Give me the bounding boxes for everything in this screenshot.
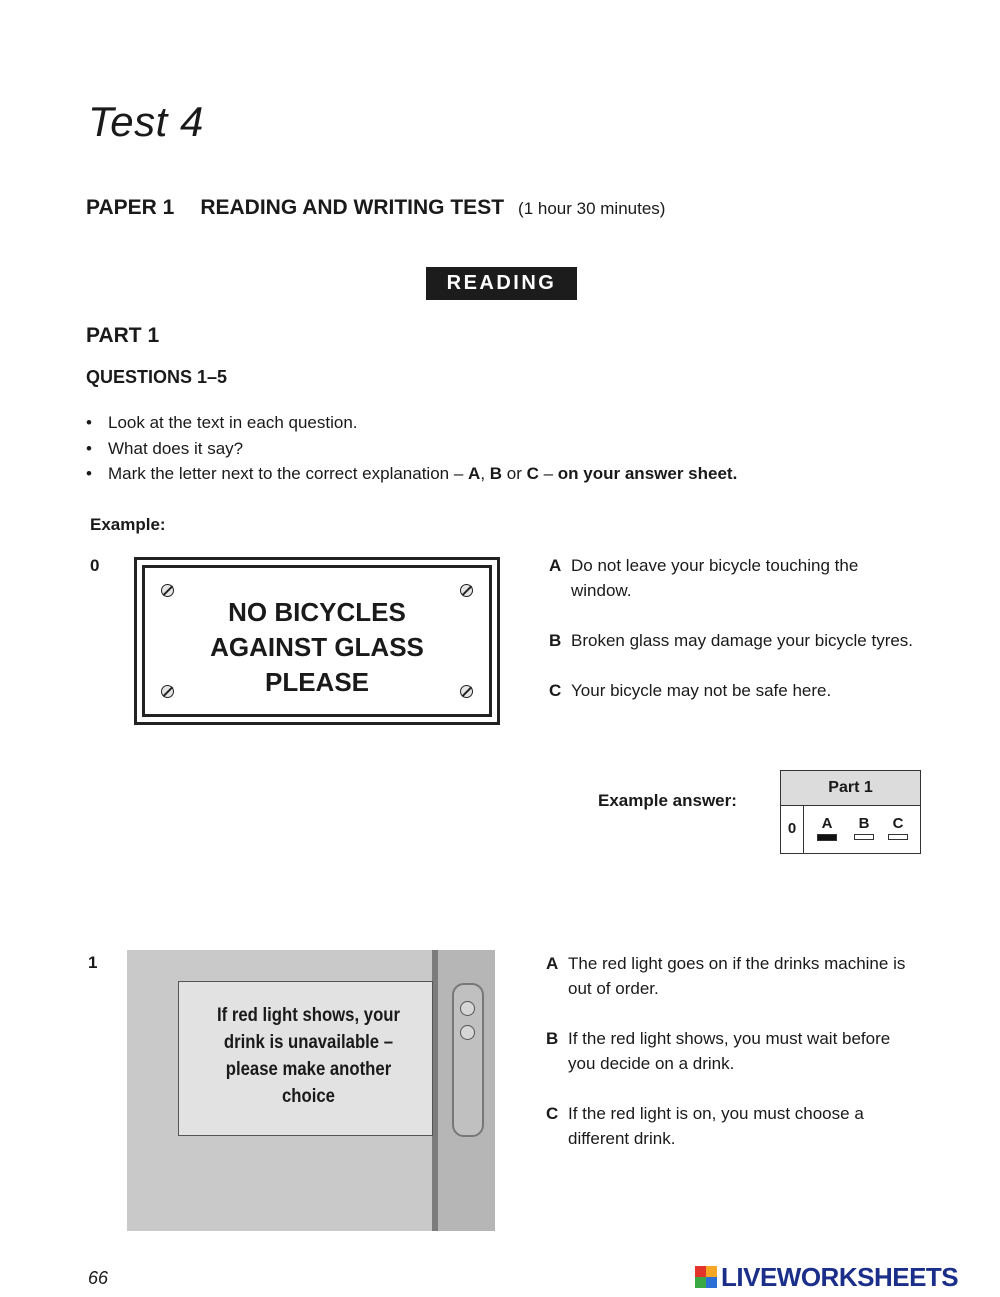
brand-watermark[interactable] <box>695 1262 958 1292</box>
paper-name: READING AND WRITING TEST <box>200 196 505 219</box>
option-letter: A <box>546 954 559 973</box>
drinks-machine-photo <box>127 950 495 1231</box>
questions-title: QUESTIONS 1–5 <box>86 367 228 387</box>
machine-notice <box>178 981 433 1136</box>
sign-line: PLEASE <box>264 667 370 697</box>
instruction-item: • What does it say? <box>86 436 737 462</box>
instruction-text: Mark the letter next to the correct explanation – <box>108 464 469 483</box>
answer-choice-c <box>887 815 909 840</box>
brand-name: LIVEWORKSHEETS <box>721 1261 959 1292</box>
answer-choice-letter: A <box>821 815 833 832</box>
instruction-item: • Look at the text in each question. <box>86 410 737 436</box>
answer-row-number: 0 <box>781 805 804 853</box>
instruction-letter-c: C <box>526 464 539 483</box>
option-text: If the red light is on, you must choose a different drink. <box>568 1104 864 1148</box>
test-title: Test 4 <box>88 98 204 145</box>
instruction-emphasis: on your answer sheet. <box>557 464 738 483</box>
example-option-a <box>549 553 919 603</box>
example-sign-text <box>145 595 489 700</box>
answer-choice-b <box>853 815 875 840</box>
paper-duration: (1 hour 30 minutes) <box>518 199 666 218</box>
instruction-item <box>86 461 737 487</box>
instruction-dash: – <box>538 464 558 483</box>
option-text: The red light goes on if the drinks machine is out of order. <box>568 954 906 998</box>
question-1-option-a[interactable] <box>546 951 918 1001</box>
example-label: Example: <box>90 515 166 534</box>
machine-notice-text: If red light shows, your drink is unavailable – please make another choice <box>216 1005 401 1107</box>
instruction-letter-a: A <box>468 464 481 483</box>
paper-heading <box>86 196 665 220</box>
instruction-comma: , <box>480 464 490 483</box>
sign-line: AGAINST GLASS <box>210 632 424 662</box>
option-letter: C <box>546 1104 559 1123</box>
option-text: Your bicycle may not be safe here. <box>571 681 832 700</box>
instructions-list <box>86 410 737 487</box>
brand-logo-icon <box>695 1266 717 1288</box>
light-icon <box>460 1001 475 1016</box>
example-sign <box>134 557 500 725</box>
answer-mark-filled <box>817 834 837 841</box>
example-sign-frame <box>142 565 492 717</box>
instruction-or: or <box>502 464 527 483</box>
option-text: Do not leave your bicycle touching the window. <box>571 556 859 600</box>
question-1-options <box>546 951 918 1176</box>
question-1-option-c[interactable] <box>546 1101 918 1151</box>
example-option-c <box>549 678 919 703</box>
question-1-number: 1 <box>88 953 98 972</box>
example-option-b <box>549 628 919 653</box>
option-text: If the red light shows, you must wait before you decide on a drink. <box>568 1029 891 1073</box>
answer-choice-a <box>816 815 838 841</box>
question-1-option-b[interactable] <box>546 1026 918 1076</box>
machine-light-panel <box>452 983 484 1137</box>
instruction-letter-b: B <box>489 464 503 483</box>
answer-choice-letter: C <box>892 815 904 832</box>
answer-mark-empty <box>854 834 874 840</box>
option-letter: B <box>549 631 562 650</box>
option-text: Broken glass may damage your bicycle tyres. <box>571 631 914 650</box>
answer-sheet <box>780 770 921 854</box>
paper-label: PAPER 1 <box>86 196 175 219</box>
page-number: 66 <box>88 1268 109 1288</box>
example-answer-label: Example answer: <box>598 791 737 810</box>
answer-choice-letter: B <box>858 815 870 832</box>
part-title: PART 1 <box>86 324 160 347</box>
example-options <box>549 553 919 728</box>
section-banner: READING <box>426 267 577 300</box>
sign-line: NO BICYCLES <box>228 597 406 627</box>
answer-mark-empty <box>888 834 908 840</box>
option-letter: A <box>549 556 562 575</box>
option-letter: C <box>549 681 562 700</box>
light-icon <box>460 1025 475 1040</box>
option-letter: B <box>546 1029 559 1048</box>
example-number: 0 <box>90 556 100 575</box>
answer-sheet-header: Part 1 <box>781 771 920 806</box>
